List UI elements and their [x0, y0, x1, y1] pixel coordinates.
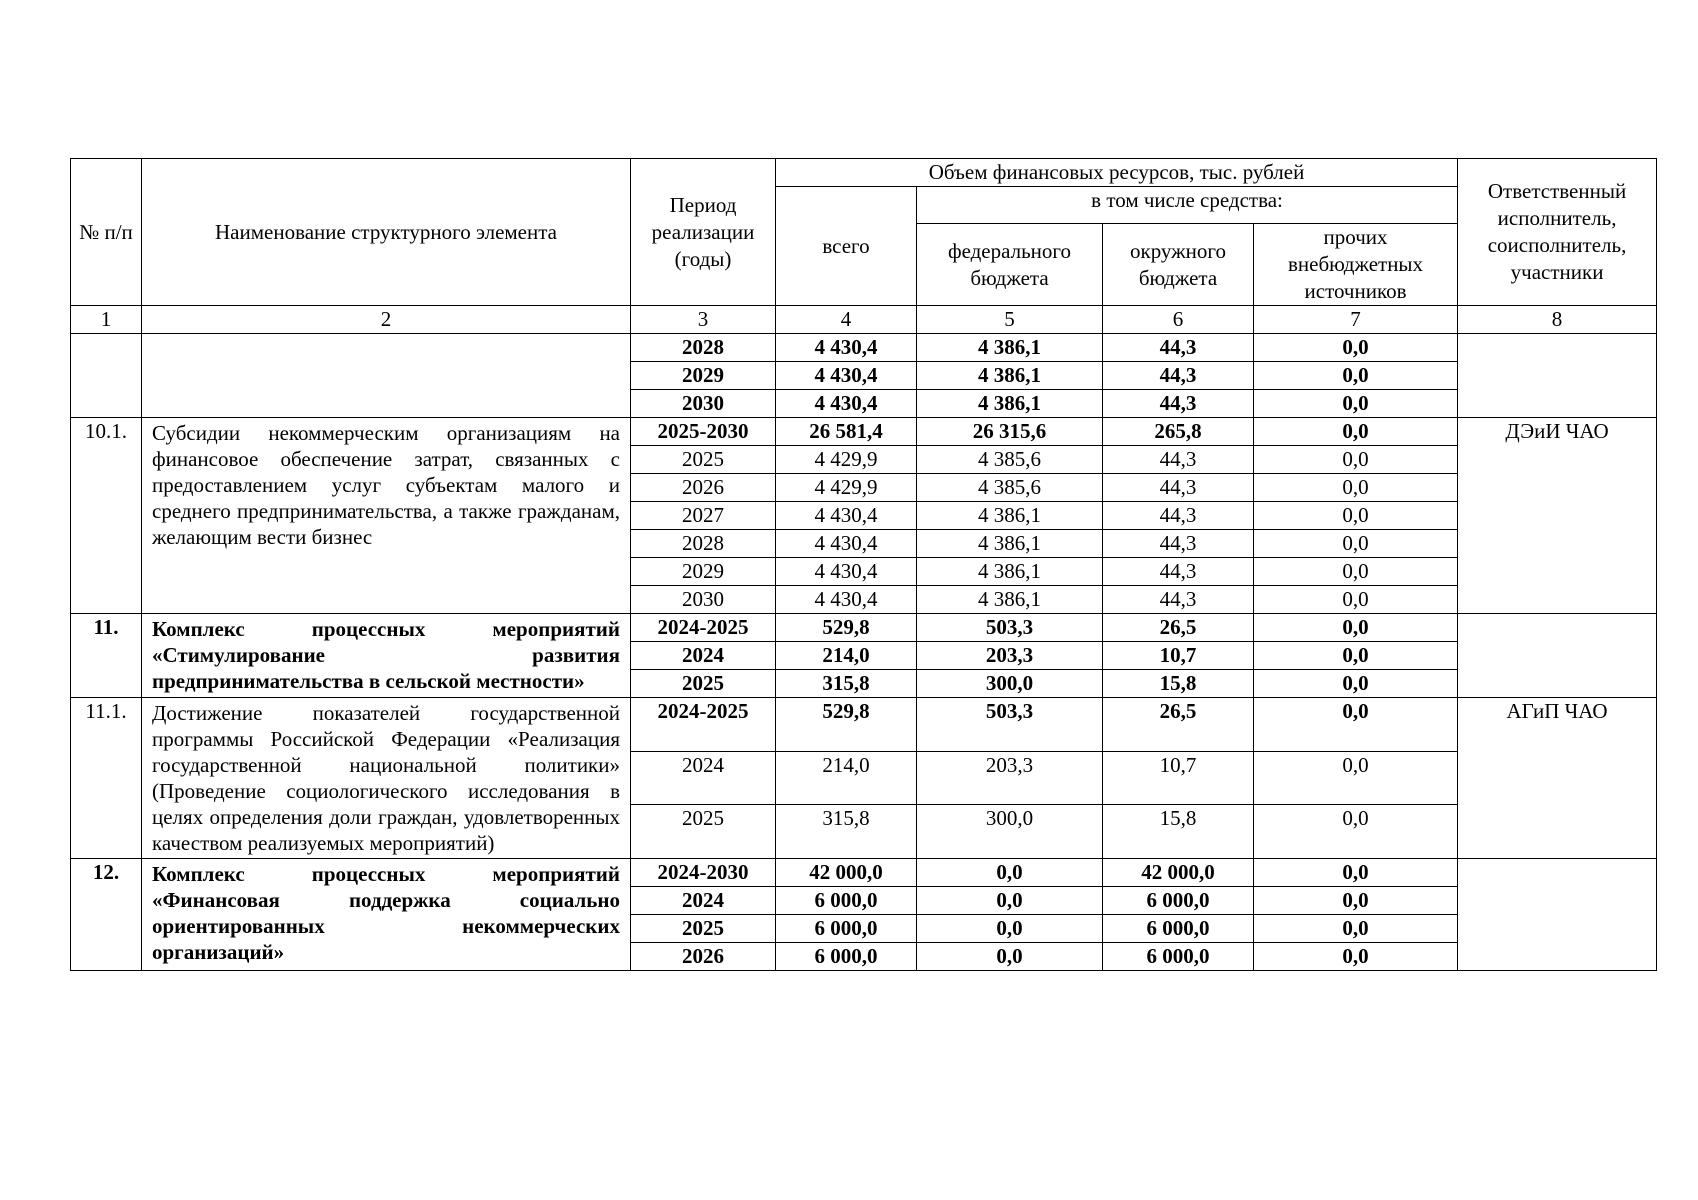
federal-cell: 503,3 [917, 614, 1103, 642]
total-cell: 4 430,4 [776, 502, 917, 530]
responsible-cell [1458, 859, 1657, 971]
federal-cell: 0,0 [917, 859, 1103, 887]
total-cell: 4 430,4 [776, 362, 917, 390]
total-cell: 42 000,0 [776, 859, 917, 887]
period-cell: 2030 [631, 586, 776, 614]
header-including: в том числе средства: [917, 187, 1458, 224]
federal-cell: 4 386,1 [917, 530, 1103, 558]
other-cell: 0,0 [1254, 362, 1458, 390]
other-cell: 0,0 [1254, 670, 1458, 698]
item-number [71, 334, 142, 418]
total-cell: 529,8 [776, 614, 917, 642]
federal-cell: 4 386,1 [917, 362, 1103, 390]
other-cell: 0,0 [1254, 943, 1458, 971]
federal-cell: 203,3 [917, 642, 1103, 670]
district-cell: 44,3 [1103, 446, 1254, 474]
federal-cell: 0,0 [917, 943, 1103, 971]
total-cell: 4 430,4 [776, 390, 917, 418]
district-cell: 44,3 [1103, 334, 1254, 362]
header-row-1 [71, 159, 1657, 187]
other-cell: 0,0 [1254, 805, 1458, 859]
col-num-1: 1 [71, 306, 142, 334]
federal-cell: 4 386,1 [917, 502, 1103, 530]
col-num-4: 4 [776, 306, 917, 334]
period-cell: 2024 [631, 887, 776, 915]
other-cell: 0,0 [1254, 502, 1458, 530]
total-cell: 6 000,0 [776, 887, 917, 915]
federal-cell: 300,0 [917, 805, 1103, 859]
header-period: Период реализации (годы) [631, 159, 776, 306]
period-cell: 2028 [631, 530, 776, 558]
total-cell: 4 430,4 [776, 586, 917, 614]
item-number: 12. [71, 859, 142, 971]
period-cell: 2025 [631, 805, 776, 859]
header-volume: Объем финансовых ресурсов, тыс. рублей [776, 159, 1458, 187]
header-district: окружного бюджета [1103, 224, 1254, 306]
district-cell: 42 000,0 [1103, 859, 1254, 887]
table-body [71, 159, 1657, 971]
federal-cell: 4 386,1 [917, 334, 1103, 362]
total-cell: 214,0 [776, 751, 917, 805]
other-cell: 0,0 [1254, 887, 1458, 915]
other-cell: 0,0 [1254, 614, 1458, 642]
other-cell: 0,0 [1254, 558, 1458, 586]
column-number-row [71, 306, 1657, 334]
period-cell: 2028 [631, 334, 776, 362]
other-cell: 0,0 [1254, 474, 1458, 502]
total-cell: 4 430,4 [776, 334, 917, 362]
total-cell: 315,8 [776, 670, 917, 698]
other-cell: 0,0 [1254, 418, 1458, 446]
total-cell: 4 429,9 [776, 474, 917, 502]
period-cell: 2024-2025 [631, 698, 776, 752]
federal-cell: 503,3 [917, 698, 1103, 752]
other-cell: 0,0 [1254, 586, 1458, 614]
item-name: Комплекс процессных мероприятий «Стимулирование развития предпринимательства в сельской местности» [142, 614, 631, 698]
header-total: всего [776, 187, 917, 306]
other-cell: 0,0 [1254, 446, 1458, 474]
district-cell: 44,3 [1103, 586, 1254, 614]
other-cell: 0,0 [1254, 642, 1458, 670]
col-num-6: 6 [1103, 306, 1254, 334]
header-other: прочих внебюджетных источников [1254, 224, 1458, 306]
period-cell: 2025 [631, 915, 776, 943]
total-cell: 6 000,0 [776, 915, 917, 943]
federal-cell: 4 386,1 [917, 558, 1103, 586]
other-cell: 0,0 [1254, 915, 1458, 943]
item-number: 11. [71, 614, 142, 698]
district-cell: 10,7 [1103, 642, 1254, 670]
district-cell: 44,3 [1103, 362, 1254, 390]
other-cell: 0,0 [1254, 334, 1458, 362]
district-cell: 26,5 [1103, 614, 1254, 642]
col-num-2: 2 [142, 306, 631, 334]
federal-cell: 300,0 [917, 670, 1103, 698]
district-cell: 6 000,0 [1103, 915, 1254, 943]
col-num-3: 3 [631, 306, 776, 334]
col-num-8: 8 [1458, 306, 1657, 334]
period-cell: 2025-2030 [631, 418, 776, 446]
district-cell: 44,3 [1103, 530, 1254, 558]
federal-cell: 4 386,1 [917, 586, 1103, 614]
period-cell: 2029 [631, 558, 776, 586]
total-cell: 26 581,4 [776, 418, 917, 446]
header-federal: федерального бюджета [917, 224, 1103, 306]
item-number: 11.1. [71, 698, 142, 859]
period-cell: 2029 [631, 362, 776, 390]
item-number: 10.1. [71, 418, 142, 614]
district-cell: 44,3 [1103, 502, 1254, 530]
district-cell: 44,3 [1103, 390, 1254, 418]
period-cell: 2025 [631, 446, 776, 474]
federal-cell: 4 386,1 [917, 390, 1103, 418]
total-cell: 4 429,9 [776, 446, 917, 474]
finance-table [70, 158, 1657, 971]
other-cell: 0,0 [1254, 390, 1458, 418]
federal-cell: 4 385,6 [917, 474, 1103, 502]
total-cell: 6 000,0 [776, 943, 917, 971]
district-cell: 6 000,0 [1103, 887, 1254, 915]
responsible-cell [1458, 614, 1657, 698]
item-name: Комплекс процессных мероприятий «Финансовая поддержка социально ориентированных некоммерческих организаций» [142, 859, 631, 971]
period-cell: 2024 [631, 642, 776, 670]
district-cell: 26,5 [1103, 698, 1254, 752]
other-cell: 0,0 [1254, 530, 1458, 558]
district-cell: 44,3 [1103, 558, 1254, 586]
responsible-cell: АГиП ЧАО [1458, 698, 1657, 859]
table-row [71, 698, 1657, 752]
table-row [71, 859, 1657, 887]
period-cell: 2026 [631, 943, 776, 971]
table-row [71, 614, 1657, 642]
responsible-cell: ДЭиИ ЧАО [1458, 418, 1657, 614]
period-cell: 2024 [631, 751, 776, 805]
total-cell: 529,8 [776, 698, 917, 752]
item-name: Субсидии некоммерческим организациям на финансовое обеспечение затрат, связанных с предоставлением услуг субъектам малого и среднего предпринимательства, а также гражданам, желающим вести бизнес [142, 418, 631, 614]
total-cell: 214,0 [776, 642, 917, 670]
period-cell: 2024-2030 [631, 859, 776, 887]
col-num-5: 5 [917, 306, 1103, 334]
federal-cell: 203,3 [917, 751, 1103, 805]
period-cell: 2025 [631, 670, 776, 698]
table-row [71, 418, 1657, 446]
responsible-cell [1458, 334, 1657, 418]
period-cell: 2030 [631, 390, 776, 418]
item-name [142, 334, 631, 418]
district-cell: 265,8 [1103, 418, 1254, 446]
total-cell: 4 430,4 [776, 530, 917, 558]
header-responsible: Ответственный исполнитель, соисполнитель, участники [1458, 159, 1657, 306]
other-cell: 0,0 [1254, 698, 1458, 752]
federal-cell: 26 315,6 [917, 418, 1103, 446]
period-cell: 2026 [631, 474, 776, 502]
federal-cell: 0,0 [917, 887, 1103, 915]
district-cell: 15,8 [1103, 805, 1254, 859]
district-cell: 6 000,0 [1103, 943, 1254, 971]
other-cell: 0,0 [1254, 859, 1458, 887]
total-cell: 315,8 [776, 805, 917, 859]
district-cell: 44,3 [1103, 474, 1254, 502]
table-row [71, 334, 1657, 362]
period-cell: 2027 [631, 502, 776, 530]
district-cell: 15,8 [1103, 670, 1254, 698]
district-cell: 10,7 [1103, 751, 1254, 805]
federal-cell: 4 385,6 [917, 446, 1103, 474]
header-name: Наименование структурного элемента [142, 159, 631, 306]
total-cell: 4 430,4 [776, 558, 917, 586]
item-name: Достижение показателей государственной программы Российской Федерации «Реализация государственной национальной политики» (Проведение социологического исследования в целях определения доли граждан, удовлетворенных качеством реализуемых мероприятий) [142, 698, 631, 859]
period-cell: 2024-2025 [631, 614, 776, 642]
other-cell: 0,0 [1254, 751, 1458, 805]
col-num-7: 7 [1254, 306, 1458, 334]
federal-cell: 0,0 [917, 915, 1103, 943]
header-num: № п/п [71, 159, 142, 306]
